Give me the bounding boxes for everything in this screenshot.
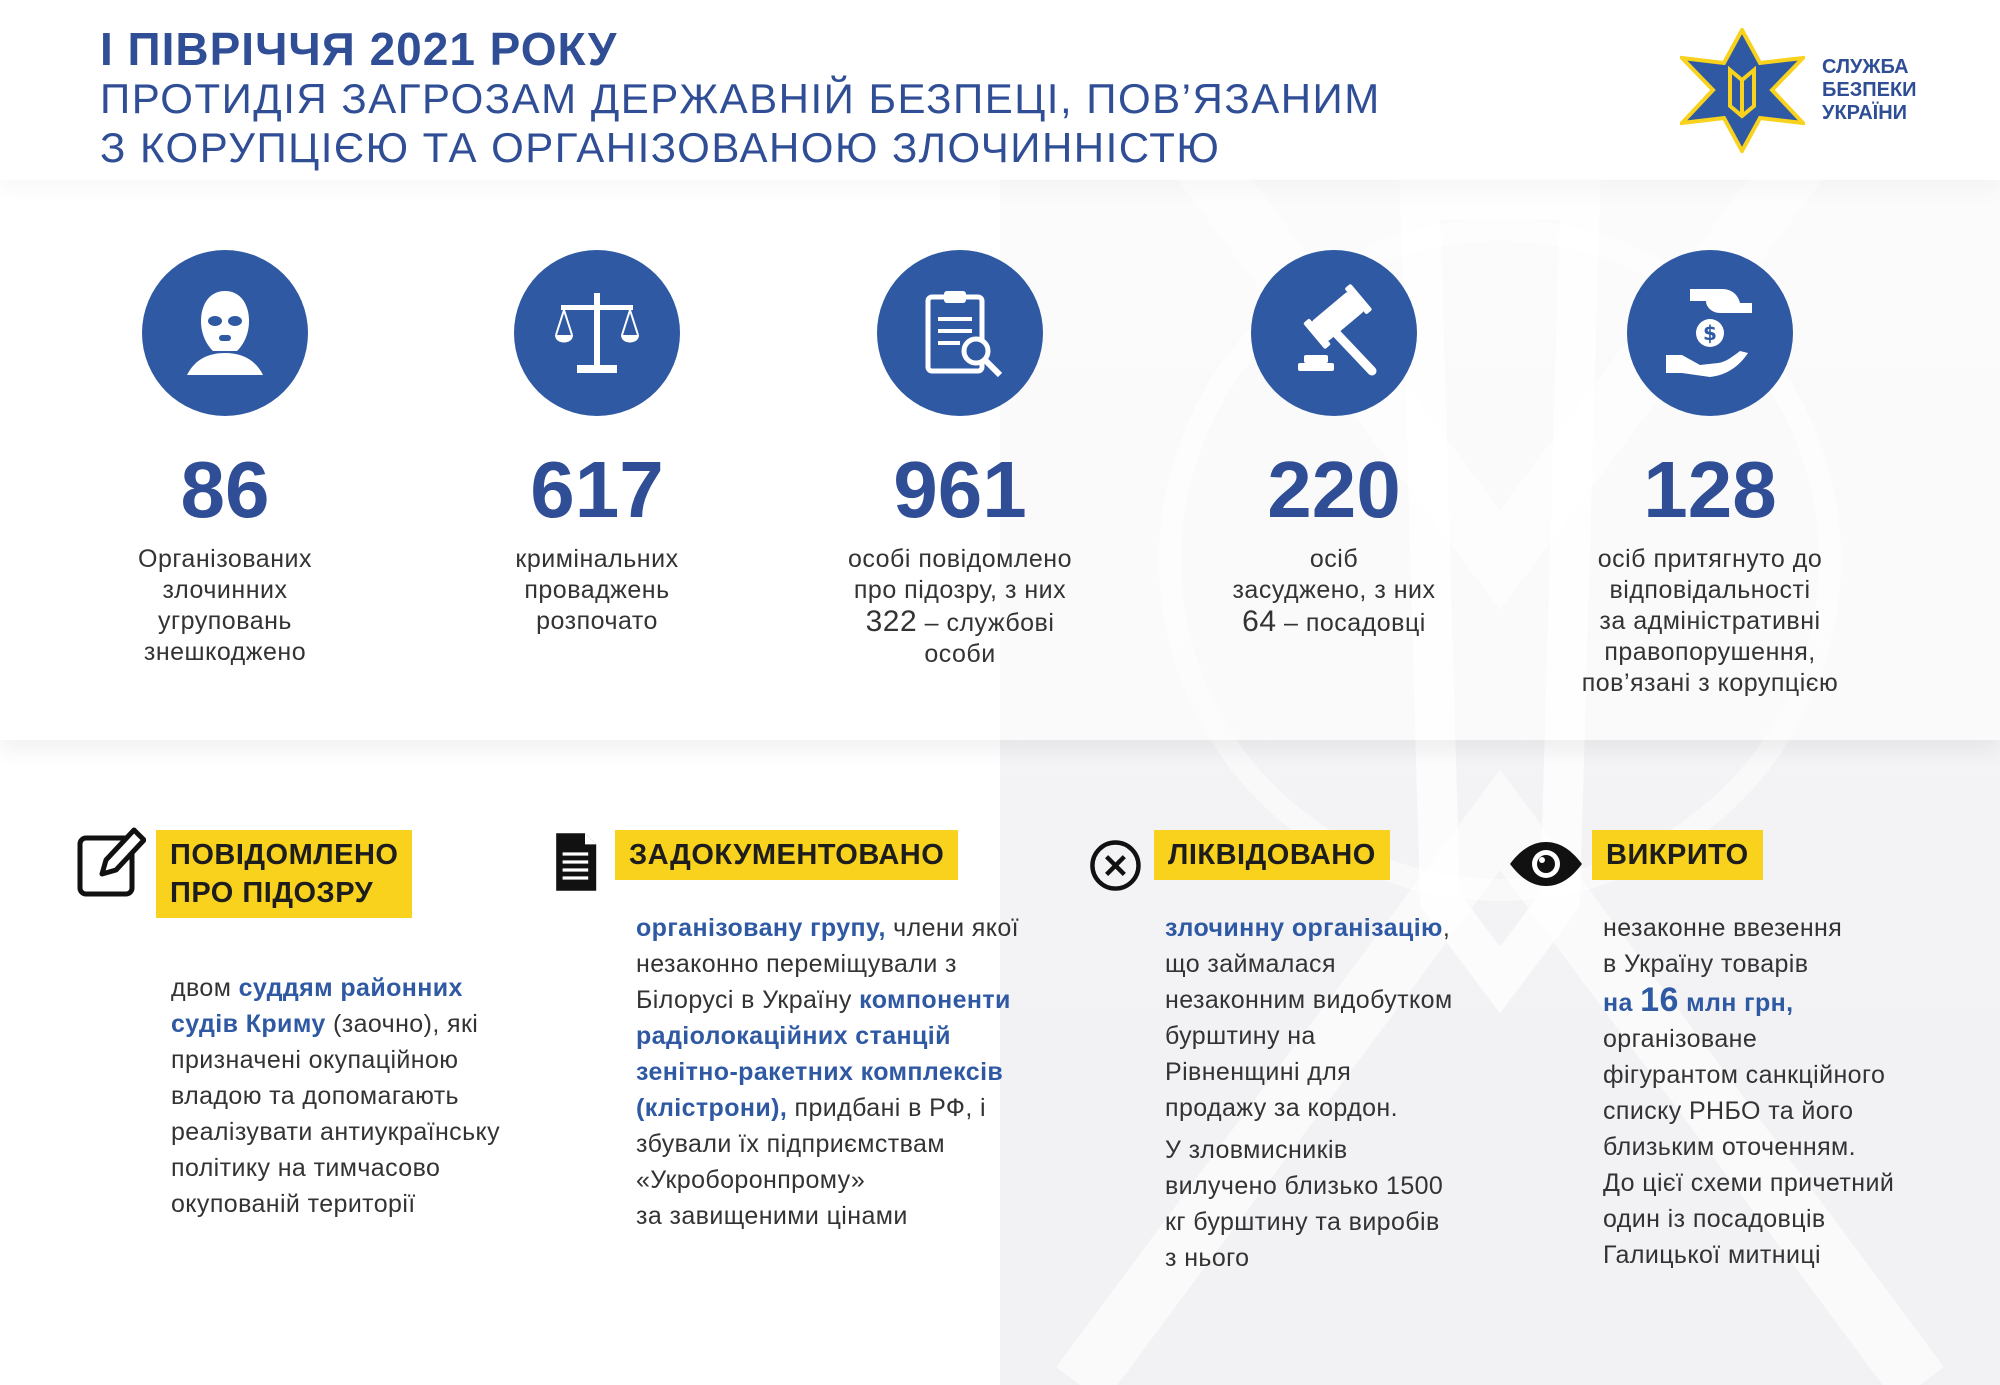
stat-administrative — [1545, 250, 1875, 699]
stat-desc-line: особи — [924, 640, 996, 668]
card-body — [636, 910, 1096, 1234]
body-line: вилучено близько 1500 — [1165, 1172, 1444, 1200]
body-line: У зловмисників — [1165, 1136, 1348, 1164]
close-circle-icon — [1088, 824, 1150, 900]
clipboard-search-icon — [910, 283, 1010, 383]
highlight-text: на — [1603, 989, 1641, 1017]
body-line — [636, 1090, 1096, 1126]
body-line — [171, 970, 561, 1006]
stat-circle — [1627, 250, 1793, 416]
stat-circle — [142, 250, 308, 416]
stat-description — [432, 544, 762, 637]
stat-desc-line: за адміністративні — [1599, 607, 1821, 635]
document-icon — [553, 824, 609, 900]
body-line: окупованій території — [171, 1190, 416, 1218]
logo-line-1: СЛУЖБА — [1822, 56, 1909, 78]
stat-sub-text: – службові — [917, 609, 1055, 637]
text: Білорусі в Україну — [636, 986, 860, 1014]
stat-desc-line: розпочато — [536, 607, 658, 635]
body-line: фігурантом санкційного — [1603, 1061, 1886, 1089]
svg-text:$: $ — [1703, 321, 1717, 345]
masked-criminal-icon — [175, 283, 275, 383]
body-line — [636, 982, 1096, 1018]
body-line: збували їх підприємствам — [636, 1130, 945, 1158]
stat-sub-text: – посадовці — [1276, 609, 1426, 637]
body-line: реалізувати антиукраїнську — [171, 1118, 501, 1146]
eye-icon — [1508, 824, 1584, 900]
stat-circle — [877, 250, 1043, 416]
stat-desc-line: угруповань — [158, 607, 292, 635]
body-line — [636, 910, 1096, 946]
page-title: І ПІВРІЧЧЯ 2021 РОКУ — [100, 23, 618, 75]
card-body — [1603, 910, 1983, 1273]
sbu-cross-icon — [1680, 28, 1805, 153]
body-line: організоване — [1603, 1025, 1758, 1053]
body-line: Рівненщині для — [1165, 1058, 1352, 1086]
edit-pencil-icon — [76, 824, 146, 900]
stat-desc-line: про підозру, з них — [853, 576, 1067, 604]
body-line — [1603, 982, 1983, 1021]
body-line: Галицької митниці — [1603, 1241, 1821, 1269]
stat-desc-line: відповідальності — [1609, 576, 1811, 604]
stat-convicted — [1169, 250, 1499, 639]
stat-description — [1545, 544, 1875, 699]
body-line: один із посадовців — [1603, 1205, 1826, 1233]
text: придбані в РФ, і — [787, 1094, 986, 1122]
card-tag: ЗАДОКУМЕНТОВАНО — [615, 830, 958, 880]
body-line: близьким оточенням. — [1603, 1133, 1856, 1161]
scales-icon — [547, 283, 647, 383]
text: , — [1442, 914, 1451, 942]
card-body — [1165, 910, 1545, 1276]
tag-line-2: ПРО ПІДОЗРУ — [170, 877, 374, 909]
body-line: з нього — [1165, 1244, 1250, 1272]
highlight-text: судів Криму — [171, 1010, 326, 1038]
sbu-logo — [1680, 28, 1950, 153]
body-line: незаконно переміщували з — [636, 950, 957, 978]
card-tag — [156, 830, 412, 918]
card-tag: ЛІКВІДОВАНО — [1154, 830, 1390, 880]
stat-suspicions — [795, 250, 1125, 670]
tag-line-1: ПОВІДОМЛЕНО — [170, 839, 399, 871]
stat-desc-line — [795, 606, 1125, 639]
text: члени якої — [885, 914, 1019, 942]
logo-line-3: УКРАЇНИ — [1822, 102, 1908, 124]
highlight-text: організовану групу, — [636, 914, 886, 942]
stat-description — [60, 544, 390, 668]
body-line: в Україну товарів — [1603, 950, 1809, 978]
text: двом — [171, 974, 239, 1002]
stat-desc-line: осіб притягнуто до — [1597, 545, 1823, 573]
highlight-text: компоненти — [859, 986, 1011, 1014]
body-line: за завищеними цінами — [636, 1202, 908, 1230]
stat-desc-line: злочинних — [162, 576, 288, 604]
stat-desc-line: знешкоджено — [143, 638, 307, 666]
stat-organized-groups — [60, 250, 390, 668]
stat-desc-line: проваджень — [524, 576, 670, 604]
body-line: кг бурштину та виробів — [1165, 1208, 1440, 1236]
stat-criminal-proceedings — [432, 250, 762, 637]
stat-value: 128 — [1643, 445, 1777, 534]
bribe-hand-icon — [1660, 283, 1760, 383]
body-line: списку РНБО та його — [1603, 1097, 1854, 1125]
text: (заочно), які — [325, 1010, 479, 1038]
body-line — [1165, 910, 1545, 946]
stat-desc-line: правопорушення, — [1604, 638, 1816, 666]
subtitle-line-2: З КОРУПЦІЄЮ ТА ОРГАНІЗОВАНОЮ ЗЛОЧИННІСТЮ — [100, 124, 1221, 171]
stat-value: 86 — [180, 445, 270, 534]
stat-desc-line: осіб — [1309, 545, 1359, 573]
highlight-amount: 16 — [1640, 981, 1679, 1019]
highlight-text: (клістрони), — [636, 1094, 788, 1122]
stat-circle — [514, 250, 680, 416]
body-line: «Укроборонпрому» — [636, 1166, 866, 1194]
body-line: незаконним видобутком — [1165, 986, 1453, 1014]
body-line: владою та допомагають — [171, 1082, 459, 1110]
stat-sub-value: 64 — [1242, 605, 1277, 638]
body-line: До цієї схеми причетний — [1603, 1169, 1895, 1197]
stat-desc-line: Організованих — [138, 545, 312, 573]
stat-desc-line: засуджено, з них — [1232, 576, 1436, 604]
stat-value: 961 — [893, 445, 1027, 534]
body-line: продажу за кордон. — [1165, 1094, 1398, 1122]
stat-desc-line: кримінальних — [515, 545, 679, 573]
gavel-icon — [1284, 283, 1384, 383]
highlight-text: суддям районних — [238, 974, 463, 1002]
stat-desc-line — [1169, 606, 1499, 639]
highlight-text: злочинну організацію — [1165, 914, 1443, 942]
card-body — [171, 970, 561, 1222]
body-line: призначені окупаційною — [171, 1046, 459, 1074]
stat-sub-value: 322 — [865, 605, 918, 638]
page-header — [0, 0, 2000, 180]
body-line: політику на тимчасово — [171, 1154, 441, 1182]
body-line: незаконне ввезення — [1603, 914, 1843, 942]
page-subtitle — [100, 74, 1381, 172]
stat-desc-line: особі повідомлено — [847, 545, 1073, 573]
body-line — [171, 1006, 561, 1042]
body-line: що займалася — [1165, 950, 1336, 978]
body-line: бурштину на — [1165, 1022, 1316, 1050]
stat-description — [795, 544, 1125, 670]
body-line: радіолокаційних станцій — [636, 1022, 951, 1050]
sbu-logo-text — [1822, 56, 1917, 125]
highlight-text: млн грн, — [1678, 989, 1794, 1017]
subtitle-line-1: ПРОТИДІЯ ЗАГРОЗАМ ДЕРЖАВНІЙ БЕЗПЕЦІ, ПОВ’ЯЗАНИМ — [100, 75, 1381, 122]
body-line: зенітно-ракетних комплексів — [636, 1058, 1004, 1086]
stat-value: 617 — [530, 445, 664, 534]
stat-circle — [1251, 250, 1417, 416]
stat-description — [1169, 544, 1499, 639]
card-tag: ВИКРИТО — [1592, 830, 1763, 880]
stat-desc-line: пов’язані з корупцією — [1581, 669, 1839, 697]
stat-value: 220 — [1267, 445, 1401, 534]
logo-line-2: БЕЗПЕКИ — [1822, 79, 1917, 101]
